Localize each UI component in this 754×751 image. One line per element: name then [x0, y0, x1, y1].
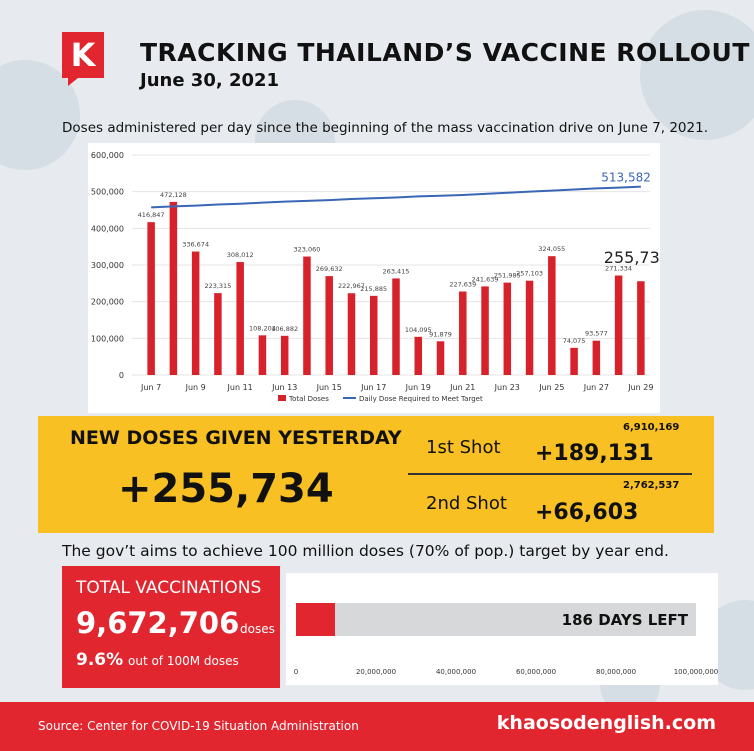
y-tick-label: 200,000 [90, 297, 124, 307]
x-tick-label: Jun 23 [494, 383, 520, 392]
x-tick-label: Jun 7 [141, 383, 162, 392]
khaosod-logo: K [62, 32, 104, 78]
x-tick-label: Jun 11 [227, 383, 253, 392]
x-tick-label: Jun 15 [316, 383, 342, 392]
bar [504, 283, 512, 375]
bar-value-label: 241,639 [471, 275, 499, 284]
x-tick-label: Jun 27 [583, 383, 609, 392]
bar-value-label: 251,985 [493, 271, 521, 280]
bar-value-label: 223,315 [204, 282, 232, 291]
x-tick-label: Jun 25 [539, 383, 565, 392]
bar-value-label: 416,847 [137, 211, 165, 220]
x-tick-label: Jun 19 [405, 383, 431, 392]
first-shot-value: +189,131 [535, 441, 654, 466]
bar [459, 292, 467, 375]
total-vaccinations-unit: doses [240, 622, 275, 636]
new-doses-panel [38, 416, 714, 533]
bar [481, 286, 489, 375]
total-vaccinations-box [62, 566, 280, 688]
bar [281, 336, 289, 375]
progress-panel [286, 573, 718, 685]
bar [303, 257, 311, 375]
total-vaccinations-heading: TOTAL VACCINATIONS [76, 578, 262, 598]
bar-value-label: 222,967 [338, 282, 365, 291]
footer [0, 702, 754, 751]
target-end-label: 513,582 [601, 170, 651, 185]
first-shot-label: 1st Shot [426, 437, 501, 458]
progress-fill [296, 603, 335, 636]
bar [214, 293, 222, 375]
bar [325, 276, 333, 375]
bar [415, 337, 423, 375]
y-tick-label: 100,000 [90, 334, 124, 344]
chart-svg [88, 143, 660, 413]
legend-label-line: Daily Dose Required to Meet Target [359, 395, 483, 403]
new-doses-total: +255,734 [118, 466, 334, 512]
bar-value-label: 336,674 [182, 240, 210, 249]
bar [392, 278, 400, 375]
x-tick-label: Jun 9 [185, 383, 206, 392]
bar-value-label: 263,415 [382, 267, 410, 276]
bar-value-label: 308,012 [226, 251, 254, 260]
x-tick-label: Jun 13 [272, 383, 298, 392]
site-link[interactable]: khaosodenglish.com [496, 712, 716, 734]
legend-swatch-bars [278, 395, 286, 401]
bar-value-label: 93,577 [584, 329, 608, 338]
y-tick-label: 0 [118, 371, 124, 380]
page-title: TRACKING THAILAND’S VACCINE ROLLOUT [140, 38, 750, 67]
total-vaccinations-percent-text: out of 100M doses [128, 654, 239, 668]
y-tick-label: 300,000 [90, 261, 124, 270]
second-shot-cumulative: 2,762,537 [623, 480, 680, 491]
bar-value-label: 324,055 [538, 245, 566, 254]
bar-value-label: 472,128 [159, 190, 187, 199]
legend-label-bars: Total Doses [289, 395, 329, 403]
bar-value-label: 106,882 [271, 324, 299, 333]
bar [637, 281, 645, 375]
bar-value-label: 108,204 [248, 324, 276, 333]
bar-value-label: 271,334 [605, 264, 633, 273]
bar [615, 276, 623, 375]
bar [192, 252, 200, 375]
total-vaccinations-value: 9,672,706 [76, 606, 240, 640]
progress-tick-label: 0 [293, 668, 299, 676]
daily-doses-chart [88, 143, 660, 413]
bar [570, 348, 578, 375]
bar-value-label: 215,885 [360, 284, 388, 293]
y-tick-label: 400,000 [90, 224, 124, 234]
new-doses-heading: NEW DOSES GIVEN YESTERDAY [70, 427, 402, 449]
progress-tick-label: 80,000,000 [595, 668, 637, 676]
bar [437, 341, 445, 375]
y-tick-label: 600,000 [90, 151, 124, 160]
bar-value-label: 74,075 [562, 336, 586, 345]
progress-tick-label: 40,000,000 [435, 668, 477, 676]
y-tick-label: 500,000 [90, 187, 124, 197]
bar [259, 335, 267, 375]
bar-value-label: 323,060 [293, 245, 321, 254]
bar [526, 281, 534, 375]
total-vaccinations-percent: 9.6% [76, 650, 124, 670]
second-shot-value: +66,603 [535, 500, 639, 525]
x-tick-label: Jun 17 [361, 383, 387, 392]
bar [593, 341, 601, 375]
shot-divider [408, 473, 692, 475]
page-date: June 30, 2021 [140, 70, 280, 91]
x-tick-label: Jun 21 [450, 383, 476, 392]
bar-value-label: 104,095 [404, 325, 432, 334]
target-line [151, 187, 641, 208]
bar [147, 222, 155, 375]
target-statement: The gov’t aims to achieve 100 million doses (70% of pop.) target by year end. [62, 542, 669, 560]
bar [348, 293, 356, 375]
progress-tick-label: 100,000,000 [673, 668, 719, 676]
second-shot-label: 2nd Shot [426, 493, 507, 514]
bar-value-label: 257,103 [516, 269, 544, 278]
bar [548, 256, 556, 375]
latest-bar-label: 255,73 [603, 248, 660, 268]
bar [236, 262, 244, 375]
progress-track [296, 603, 696, 636]
bar-value-label: 269,632 [315, 265, 343, 274]
first-shot-cumulative: 6,910,169 [623, 422, 680, 433]
progress-tick-label: 20,000,000 [355, 668, 397, 676]
bar [170, 202, 178, 375]
progress-tick-label: 60,000,000 [515, 668, 557, 676]
chart-subtitle: Doses administered per day since the beginning of the mass vaccination drive on June 7, 2021. [62, 120, 708, 136]
days-left-label: 186 DAYS LEFT [561, 611, 688, 629]
source-text: Source: Center for COVID-19 Situation Administration [38, 719, 359, 733]
x-tick-label: Jun 29 [628, 383, 654, 392]
bar-value-label: 227,639 [449, 280, 477, 289]
bar [370, 296, 378, 375]
bar-value-label: 91,879 [429, 330, 452, 339]
